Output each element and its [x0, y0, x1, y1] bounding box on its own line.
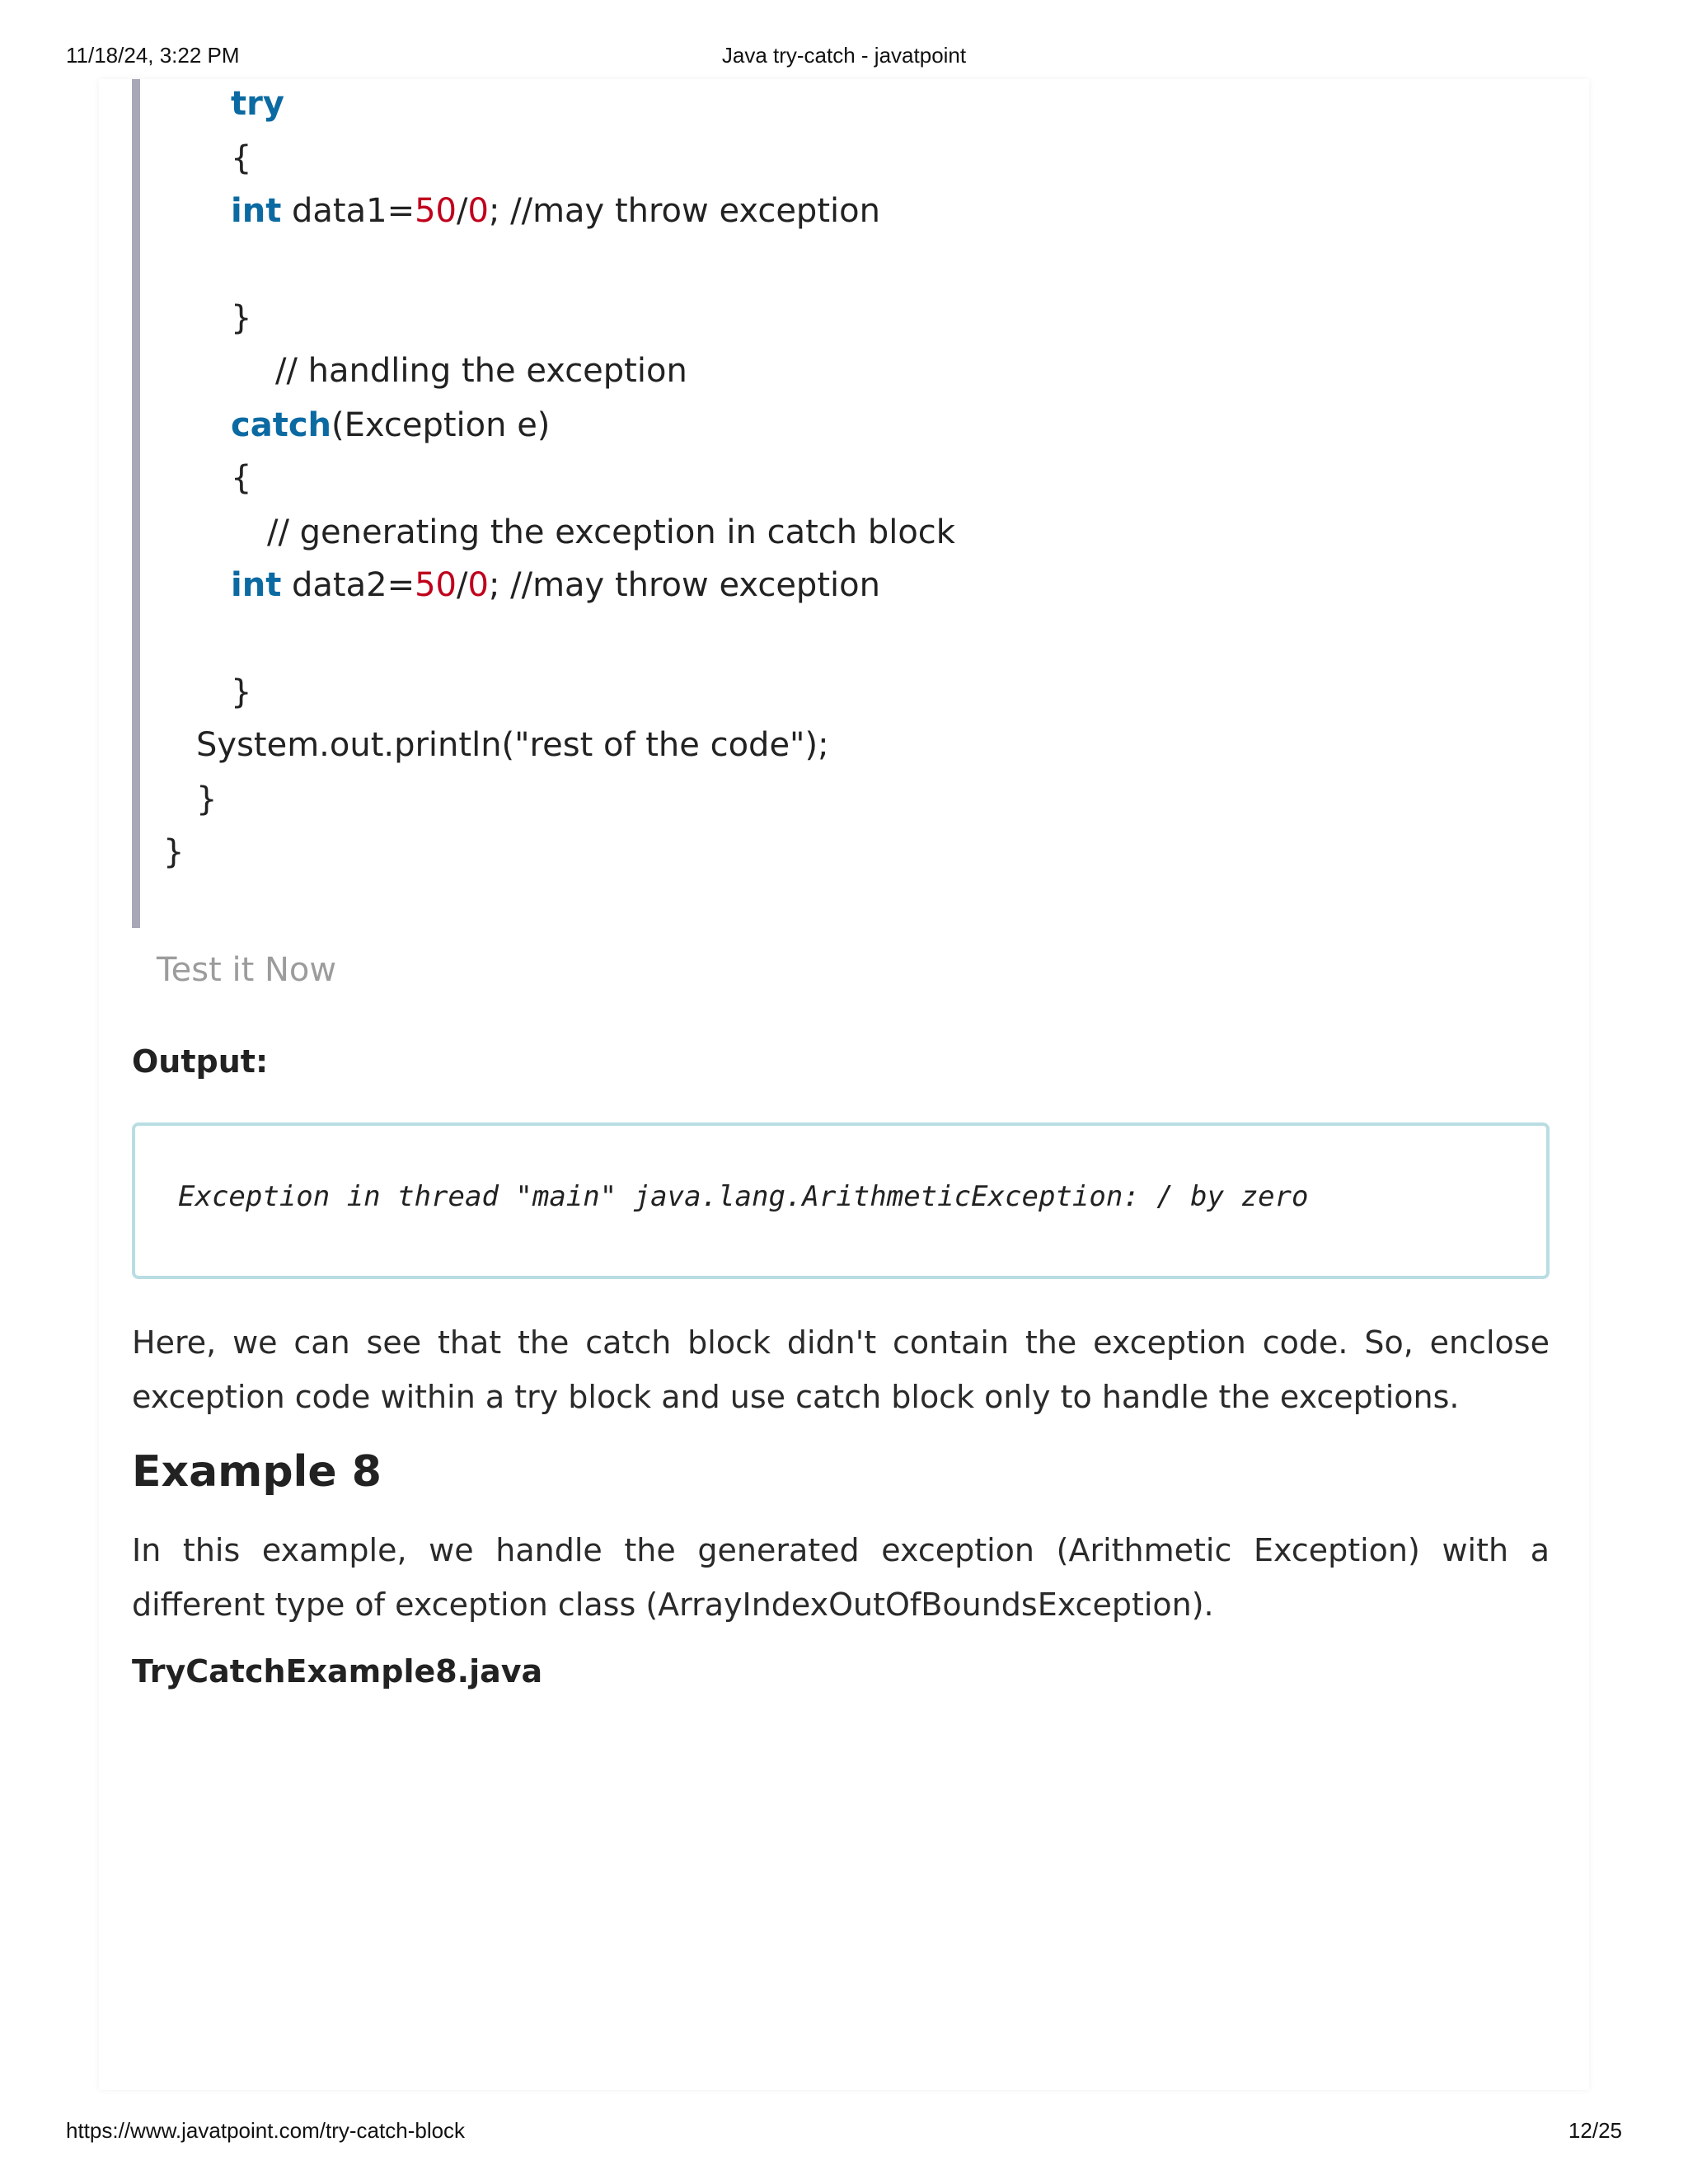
code-line-7: {	[231, 459, 252, 497]
code-line-5: // handling the exception	[275, 352, 687, 390]
code-text: /	[457, 192, 468, 230]
print-page-title: Java try-catch - javatpoint	[721, 43, 967, 68]
code-line-6	[231, 401, 550, 450]
code-line-12: }	[196, 780, 218, 818]
output-text: Exception in thread "main" java.lang.ArithmeticException: / by zero	[178, 1180, 1309, 1213]
code-text: ; //may throw exception	[488, 192, 880, 230]
code-line-8: // generating the exception in catch block	[267, 513, 955, 551]
example-description: In this example, we handle the generated exception (Arithmetic Exception) with a different type of exception class (ArrayIndexOutOfBoundsException).	[132, 1532, 1550, 1623]
code-number: 0	[467, 192, 489, 230]
print-page-number: 12/25	[1568, 2118, 1622, 2143]
code-line-10: }	[231, 673, 252, 711]
code-line-13: }	[163, 833, 185, 871]
code-text: /	[457, 566, 468, 604]
code-text: data2=	[281, 566, 415, 604]
code-keyword: try	[231, 85, 284, 123]
print-footer	[0, 2102, 1688, 2151]
example-heading: Example 8	[132, 1447, 382, 1497]
code-number: 50	[415, 192, 457, 230]
code-keyword: int	[231, 192, 282, 230]
code-line-9	[231, 560, 880, 610]
code-number: 0	[467, 566, 489, 604]
code-keyword: int	[231, 566, 282, 604]
code-number: 50	[415, 566, 457, 604]
code-line-2: {	[231, 139, 252, 177]
code-text: (Exception e)	[331, 406, 551, 444]
print-url: https://www.javatpoint.com/try-catch-block	[66, 2118, 466, 2143]
code-line-4: }	[231, 299, 252, 337]
main-content	[132, 79, 1554, 1690]
print-datetime: 11/18/24, 3:22 PM	[66, 43, 240, 68]
code-line-11: System.out.println("rest of the code");	[196, 726, 829, 764]
code-text: ; //may throw exception	[488, 566, 880, 604]
explanation-paragraph: Here, we can see that the catch block didn't contain the exception code. So, enclose exception code within a try block and use catch block only to handle the exceptions.	[132, 1324, 1550, 1415]
code-text: data1=	[281, 192, 415, 230]
print-header	[0, 0, 1688, 82]
code-line-3	[231, 186, 880, 236]
code-keyword: catch	[231, 406, 332, 444]
output-label: Output:	[132, 1043, 269, 1080]
code-block	[132, 79, 1554, 928]
test-it-now-link[interactable]: Test it Now	[157, 951, 337, 989]
output-box	[132, 1122, 1550, 1279]
file-name-label: TryCatchExample8.java	[132, 1653, 543, 1690]
code-line-1	[231, 79, 284, 129]
